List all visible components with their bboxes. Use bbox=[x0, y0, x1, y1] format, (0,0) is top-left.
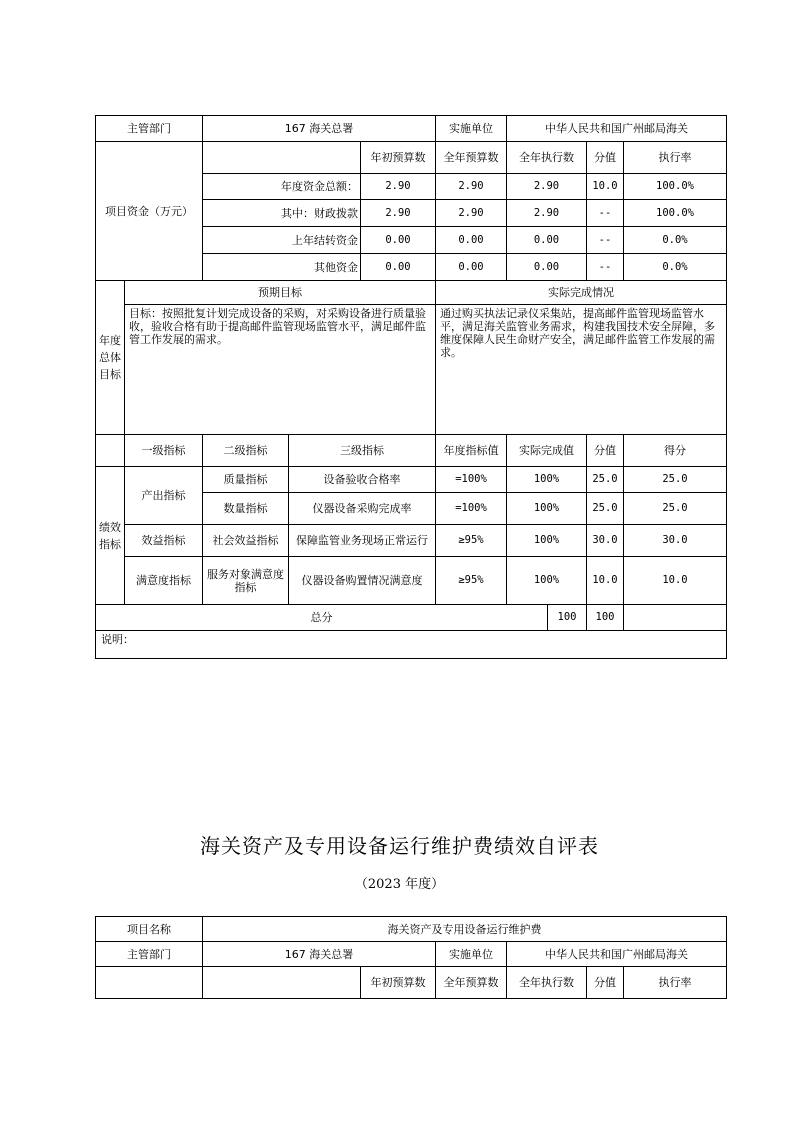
perf-label: 绩效指标 bbox=[96, 467, 125, 605]
fund-score: -- bbox=[587, 200, 624, 227]
perf-got: 10.0 bbox=[624, 557, 727, 605]
perf-row bbox=[96, 557, 727, 605]
fund-rate: 0.0% bbox=[624, 254, 727, 281]
expected-label: 预期目标 bbox=[125, 281, 436, 305]
total-got: 100 bbox=[587, 605, 624, 631]
funds-label-blank bbox=[96, 967, 203, 999]
actual-text: 通过购买执法记录仪采集站，提高邮件监管现场监管水平，满足海关监管业务需求，构建我国技术安全屏障，多维度保障人民生命财产安全，满足邮件监管工作发展的需求。 bbox=[436, 305, 727, 435]
perf-target: =100% bbox=[436, 493, 507, 525]
total-label: 总分 bbox=[96, 605, 548, 631]
perf-h-l2: 二级指标 bbox=[203, 435, 289, 467]
unit-label: 实施单位 bbox=[436, 116, 507, 142]
fund-row-label: 年度资金总额： bbox=[203, 174, 361, 200]
perf-group-satisfaction: 满意度指标 bbox=[125, 557, 203, 605]
fund-annual: 0.00 bbox=[436, 227, 507, 254]
funds-header-blank bbox=[203, 967, 361, 999]
perf-row bbox=[96, 525, 727, 557]
doc-subtitle: （2023 年度） bbox=[354, 877, 445, 892]
perf-actual: 100% bbox=[507, 493, 587, 525]
perf-l3: 设备验收合格率 bbox=[289, 467, 436, 493]
perf-l3: 仪器设备采购完成率 bbox=[289, 493, 436, 525]
col-annual-budget: 全年预算数 bbox=[436, 142, 507, 174]
col-annual-exec: 全年执行数 bbox=[507, 967, 587, 999]
fund-rate: 100.0% bbox=[624, 200, 727, 227]
unit-value: 中华人民共和国广州邮局海关 bbox=[507, 116, 727, 142]
perf-l3: 保障监管业务现场正常运行 bbox=[289, 525, 436, 557]
perf-h-l1: 一级指标 bbox=[125, 435, 203, 467]
perf-row bbox=[96, 467, 727, 493]
fund-exec: 0.00 bbox=[507, 254, 587, 281]
col-score: 分值 bbox=[587, 967, 624, 999]
perf-h-actual: 实际完成值 bbox=[507, 435, 587, 467]
fund-score: 10.0 bbox=[587, 174, 624, 200]
perf-score: 30.0 bbox=[587, 525, 624, 557]
dept-value: 167 海关总署 bbox=[203, 942, 436, 967]
performance-table-2 bbox=[95, 916, 727, 999]
fund-row-label: 其中：财政拨款 bbox=[203, 200, 361, 227]
perf-header-blank bbox=[96, 435, 125, 467]
fund-row-label: 上年结转资金 bbox=[203, 227, 361, 254]
perf-group-benefit: 效益指标 bbox=[125, 525, 203, 557]
dept-value: 167 海关总署 bbox=[203, 116, 436, 142]
col-annual-exec: 全年执行数 bbox=[507, 142, 587, 174]
fund-row-label: 其他资金 bbox=[203, 254, 361, 281]
perf-l2: 质量指标 bbox=[203, 467, 289, 493]
col-rate: 执行率 bbox=[624, 142, 727, 174]
perf-score: 25.0 bbox=[587, 467, 624, 493]
perf-actual: 100% bbox=[507, 525, 587, 557]
name-value: 海关资产及专用设备运行维护费 bbox=[203, 917, 727, 942]
actual-label: 实际完成情况 bbox=[436, 281, 727, 305]
unit-value: 中华人民共和国广州邮局海关 bbox=[507, 942, 727, 967]
col-initial-budget: 年初预算数 bbox=[361, 142, 436, 174]
perf-actual: 100% bbox=[507, 467, 587, 493]
perf-target: ≥95% bbox=[436, 525, 507, 557]
fund-rate: 0.0% bbox=[624, 227, 727, 254]
col-score: 分值 bbox=[587, 142, 624, 174]
perf-score: 25.0 bbox=[587, 493, 624, 525]
total-blank bbox=[624, 605, 727, 631]
doc-title: 海关资产及专用设备运行维护费绩效自评表 bbox=[200, 834, 599, 858]
col-rate: 执行率 bbox=[624, 967, 727, 999]
total-score: 100 bbox=[548, 605, 587, 631]
perf-l3: 仪器设备购置情况满意度 bbox=[289, 557, 436, 605]
dept-label: 主管部门 bbox=[96, 116, 203, 142]
perf-l2: 社会效益指标 bbox=[203, 525, 289, 557]
fund-annual: 2.90 bbox=[436, 174, 507, 200]
fund-exec: 2.90 bbox=[507, 174, 587, 200]
fund-initial: 0.00 bbox=[361, 254, 436, 281]
fund-score: -- bbox=[587, 227, 624, 254]
perf-h-score: 分值 bbox=[587, 435, 624, 467]
unit-label: 实施单位 bbox=[436, 942, 507, 967]
fund-rate: 100.0% bbox=[624, 174, 727, 200]
perf-target: =100% bbox=[436, 467, 507, 493]
fund-annual: 2.90 bbox=[436, 200, 507, 227]
perf-got: 25.0 bbox=[624, 493, 727, 525]
perf-score: 10.0 bbox=[587, 557, 624, 605]
perf-l2: 服务对象满意度指标 bbox=[203, 557, 289, 605]
fund-score: -- bbox=[587, 254, 624, 281]
performance-table-1 bbox=[95, 115, 727, 659]
perf-group-output: 产出指标 bbox=[125, 467, 203, 525]
fund-annual: 0.00 bbox=[436, 254, 507, 281]
fund-initial: 2.90 bbox=[361, 200, 436, 227]
goal-label: 年度总体目标 bbox=[96, 281, 125, 435]
perf-target: ≥95% bbox=[436, 557, 507, 605]
perf-actual: 100% bbox=[507, 557, 587, 605]
perf-l2: 数量指标 bbox=[203, 493, 289, 525]
col-initial-budget: 年初预算数 bbox=[361, 967, 436, 999]
note-label: 说明： bbox=[96, 631, 727, 659]
funds-label: 项目资金（万元） bbox=[96, 142, 203, 281]
perf-got: 30.0 bbox=[624, 525, 727, 557]
funds-header-blank bbox=[203, 142, 361, 174]
perf-h-target: 年度指标值 bbox=[436, 435, 507, 467]
name-label: 项目名称 bbox=[96, 917, 203, 942]
col-annual-budget: 全年预算数 bbox=[436, 967, 507, 999]
perf-got: 25.0 bbox=[624, 467, 727, 493]
fund-exec: 0.00 bbox=[507, 227, 587, 254]
fund-initial: 2.90 bbox=[361, 174, 436, 200]
perf-h-l3: 三级指标 bbox=[289, 435, 436, 467]
dept-label: 主管部门 bbox=[96, 942, 203, 967]
fund-initial: 0.00 bbox=[361, 227, 436, 254]
perf-h-got: 得分 bbox=[624, 435, 727, 467]
fund-exec: 2.90 bbox=[507, 200, 587, 227]
expected-text: 目标：按照批复计划完成设备的采购，对采购设备进行质量验收，验收合格有助于提高邮件监管现场监管水平，满足邮件监管工作发展的需求。 bbox=[125, 305, 436, 435]
